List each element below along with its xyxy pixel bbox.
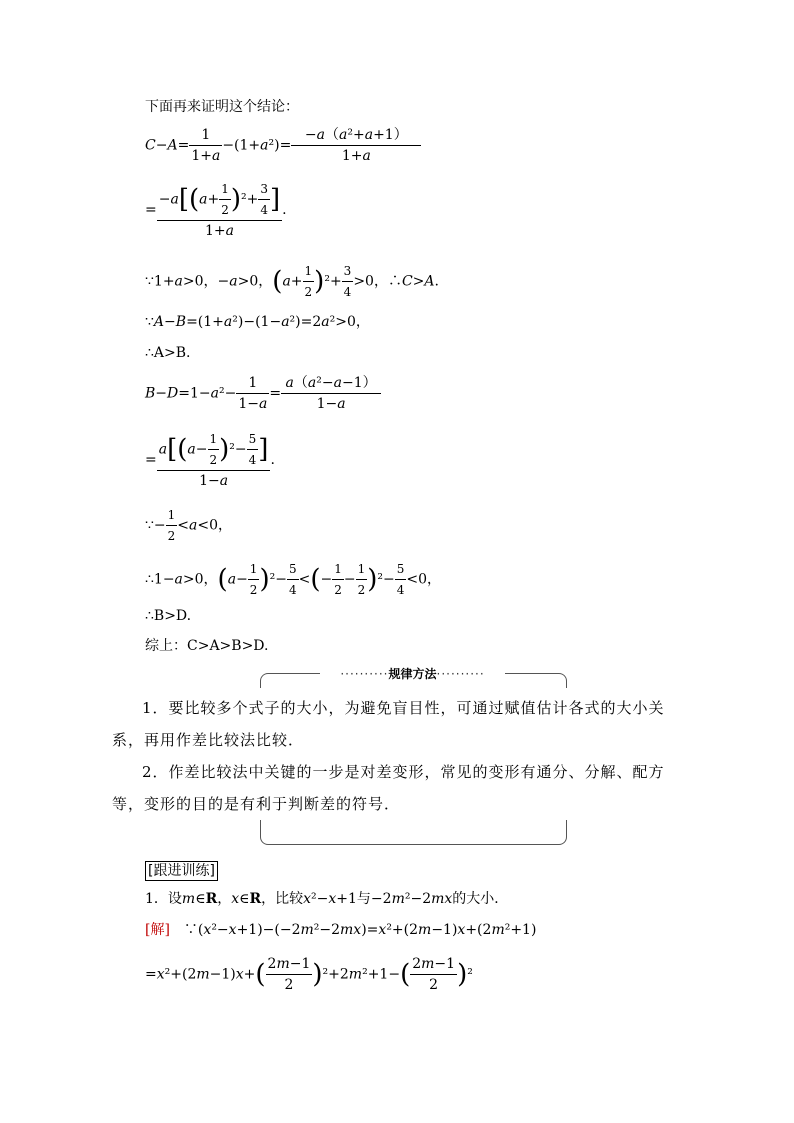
practice-tag: [跟进训练] <box>145 861 218 881</box>
equation-c-minus-a: C−A= $\frac{1}{1+a}$ −(1+a²)= $\frac{\text{−a（a²+a+1）}}{1+a}$ <box>145 126 421 165</box>
method-box-title: ··········规律方法·········· <box>320 665 505 682</box>
solution-label: [解] <box>145 922 170 938</box>
method-item-2: 2．作差比较法中关键的一步是对差变形，常见的变形有通分、分解、配方等，变形的目的是有利于判断差的符号． <box>112 763 665 813</box>
reasoning-c-gt-a: ∵1+a>0，−a>0，(a+ $\frac{1}{2}$ )²+ $\frac{3}{4}$ >0，∴C>A. <box>145 264 439 299</box>
equation-b-minus-d: B−D=1−a²− $\frac{1}{1-a}$ = $\frac{\text{a（a²−a−1）}}{1-a}$ <box>145 374 381 413</box>
equation-c-minus-a-expanded: = −a[(a+ $\frac{1}{2}$ )²+ $\frac{3}{4}$ ] 1+a . <box>145 182 287 239</box>
intro-text: 下面再来证明这个结论： <box>145 99 299 115</box>
practice-problem: 1．设m∈R，x∈R，比较x²−x+1与−2m²−2mx的大小． <box>145 891 509 907</box>
conclusion-b-gt-d: ∴B>D. <box>145 608 192 624</box>
equation-a-minus-b: ∵A−B=(1+a²)−(1−a²)=2a²>0， <box>145 314 370 330</box>
solution-line-1: [解] ∵(x²−x+1)−(−2m²−2mx)=x²+(2m−1)x+(2m²+1) <box>145 922 537 938</box>
equation-b-minus-d-expanded: = a[(a− $\frac{1}{2}$ )²− $\frac{5}{4}$ ] 1−a . <box>145 432 275 489</box>
reasoning-b-gt-d: ∴1−a>0，(a− $\frac{1}{2}$ )²− $\frac{5}{4}$ <(− $\frac{1}{2}$ − $\frac{1}{2}$ )²− $\frac{5}{4}$ <0， <box>145 562 441 597</box>
method-box-title-text: 规律方法 <box>388 667 437 681</box>
condition-a-range: ∵− $\frac{1}{2}$ <a<0， <box>145 508 233 543</box>
summary: 综上：C>A>B>D. <box>145 638 269 654</box>
conclusion-a-gt-b: ∴A>B. <box>145 345 191 361</box>
method-item-1: 1．要比较多个式子的大小，为避免盲目性，可通过赋值估计各式的大小关系，再用作差比较法比较． <box>112 699 665 749</box>
solution-line-2: =x²+(2m−1)x+( $\frac{2m-1}{2}$ )²+2m²+1−( $\frac{2m-1}{2}$ )² <box>145 956 473 993</box>
method-box-content <box>112 692 690 820</box>
method-box-bottom-border <box>260 820 567 845</box>
